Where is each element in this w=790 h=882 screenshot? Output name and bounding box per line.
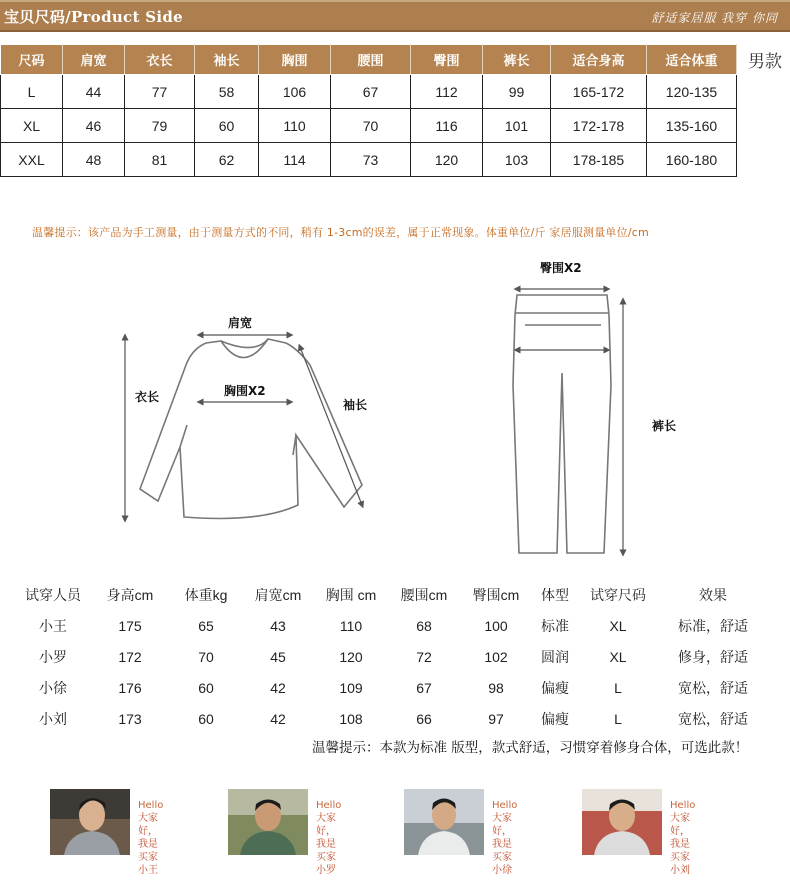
- buyer-greeting: [670, 799, 695, 877]
- table-cell: 宽松，舒适: [678, 679, 748, 696]
- table-cell: 60: [198, 679, 214, 696]
- column-header: 肩宽: [63, 45, 125, 75]
- column-header: 适合体重: [647, 45, 737, 75]
- table-cell: 42: [270, 679, 286, 696]
- table-cell: 偏瘦: [541, 710, 569, 727]
- table-cell: 173: [118, 710, 142, 727]
- table-cell: 116: [411, 109, 483, 143]
- table-row: [1, 109, 737, 143]
- buyer-photo: [50, 789, 130, 855]
- table-cell: 176: [118, 679, 142, 696]
- table-cell: 66: [416, 710, 432, 727]
- gender-label: 男款: [748, 52, 782, 72]
- hip-label: 臀围X2: [540, 261, 582, 275]
- greeting-line: 大家好，我是: [316, 813, 336, 850]
- table-row: [16, 703, 768, 734]
- column-header: 袖长: [195, 45, 259, 75]
- table-cell: 偏瘦: [541, 679, 569, 696]
- table-cell: 103: [483, 143, 551, 177]
- table-cell: 67: [331, 75, 411, 109]
- table-cell: 42: [270, 710, 286, 727]
- table-cell: 标准，舒适: [678, 617, 748, 634]
- table-cell: 112: [411, 75, 483, 109]
- shoulder-label: 肩宽: [228, 316, 253, 330]
- table-cell: 73: [331, 143, 411, 177]
- greeting-hello: Hello: [138, 800, 164, 811]
- table-cell: 77: [125, 75, 195, 109]
- table-cell: 165-172: [551, 75, 647, 109]
- column-header: 裤长: [483, 45, 551, 75]
- table-cell: 小刘: [39, 710, 67, 727]
- table-cell: 68: [416, 617, 432, 634]
- table-cell: 58: [195, 75, 259, 109]
- shirt-outline: [140, 339, 362, 519]
- table-row: [1, 75, 737, 109]
- table-row: [1, 143, 737, 177]
- table-cell: 81: [125, 143, 195, 177]
- table-cell: 172-178: [551, 109, 647, 143]
- table-cell: 110: [339, 617, 363, 634]
- table-cell: 48: [63, 143, 125, 177]
- table-cell: 120-135: [647, 75, 737, 109]
- buyer-greeting: [316, 799, 341, 877]
- shirt-diagram: [100, 305, 370, 535]
- table-cell: 99: [483, 75, 551, 109]
- size-table-header: [1, 45, 737, 75]
- buyer-photo: [404, 789, 484, 855]
- table-cell: 宽松，舒适: [678, 710, 748, 727]
- table-cell: 60: [198, 710, 214, 727]
- table-cell: 67: [416, 679, 432, 696]
- table-cell: L: [1, 75, 63, 109]
- table-cell: 标准: [541, 617, 569, 634]
- tryon-table: [16, 579, 768, 734]
- column-header: 体重kg: [184, 586, 228, 603]
- table-cell: 79: [125, 109, 195, 143]
- table-cell: 65: [198, 617, 214, 634]
- table-row: [16, 641, 768, 672]
- sleeve-arrow: [300, 347, 362, 505]
- tryon-table-header: [16, 579, 768, 610]
- table-cell: 160-180: [647, 143, 737, 177]
- greeting-line: 买家小罗: [316, 852, 336, 876]
- table-cell: 135-160: [647, 109, 737, 143]
- table-cell: 44: [63, 75, 125, 109]
- column-header: 适合身高: [551, 45, 647, 75]
- column-header: 臀围: [411, 45, 483, 75]
- column-header: 身高cm: [106, 586, 154, 603]
- pants-outline: [513, 295, 611, 553]
- brand-slogan: 舒适家居服 我穿 你同: [651, 11, 778, 25]
- greeting-line: 买家小王: [138, 852, 158, 876]
- table-cell: 110: [259, 109, 331, 143]
- table-cell: 109: [339, 679, 363, 696]
- column-header: 试穿尺码: [590, 586, 646, 603]
- column-header: 体型: [541, 586, 569, 603]
- page-title: 宝贝尺码/Product Side: [4, 8, 184, 26]
- table-cell: L: [614, 679, 622, 696]
- column-header: 效果: [699, 586, 727, 603]
- table-cell: 120: [339, 648, 363, 665]
- table-cell: XXL: [1, 143, 63, 177]
- greeting-hello: Hello: [670, 800, 696, 811]
- size-table: [0, 44, 737, 177]
- column-header: 尺码: [1, 45, 63, 75]
- column-header: 肩宽cm: [254, 586, 302, 603]
- table-cell: 97: [488, 710, 504, 727]
- table-cell: 178-185: [551, 143, 647, 177]
- column-header: 衣长: [125, 45, 195, 75]
- table-cell: 圆润: [541, 648, 569, 665]
- header-bar: [0, 0, 790, 32]
- table-cell: 43: [270, 617, 286, 634]
- table-row: [16, 610, 768, 641]
- measurement-tip: 温馨提示：该产品为手工测量，由于测量方式的不同，稍有 1-3cm的误差，属于正常现象。体重单位/斤 家居服测量单位/cm: [32, 226, 649, 239]
- table-cell: 46: [63, 109, 125, 143]
- table-cell: 60: [195, 109, 259, 143]
- table-cell: 114: [259, 143, 331, 177]
- table-cell: XL: [1, 109, 63, 143]
- buyer-greeting: [138, 799, 163, 877]
- table-cell: 小罗: [39, 648, 67, 665]
- table-cell: 175: [118, 617, 142, 634]
- table-cell: 106: [259, 75, 331, 109]
- greeting-line: 大家好，我是: [670, 813, 690, 850]
- column-header: 臀围cm: [472, 586, 520, 603]
- table-cell: 98: [488, 679, 504, 696]
- table-cell: 62: [195, 143, 259, 177]
- table-cell: 100: [484, 617, 508, 634]
- greeting-line: 买家小徐: [492, 852, 512, 876]
- sleeve-label: 袖长: [343, 398, 368, 412]
- table-row: [16, 672, 768, 703]
- fit-tip: 温馨提示：本款为标准 版型，款式舒适，习惯穿着修身合体，可选此款！: [312, 740, 749, 756]
- column-header: 腰围cm: [400, 586, 448, 603]
- greeting-hello: Hello: [316, 800, 342, 811]
- length-label: 衣长: [135, 390, 160, 404]
- greeting-hello: Hello: [492, 800, 518, 811]
- table-cell: XL: [609, 648, 627, 665]
- column-header: 试穿人员: [25, 586, 81, 603]
- buyer-greeting: [492, 799, 517, 877]
- table-cell: L: [614, 710, 622, 727]
- chest-label: 胸围X2: [224, 384, 266, 398]
- greeting-line: 大家好，我是: [138, 813, 158, 850]
- table-cell: 72: [416, 648, 432, 665]
- table-cell: 102: [484, 648, 508, 665]
- pants-length-label: 裤长: [652, 419, 677, 433]
- greeting-line: 买家小刘: [670, 852, 690, 876]
- table-cell: 101: [483, 109, 551, 143]
- column-header: 腰围: [331, 45, 411, 75]
- table-cell: 修身，舒适: [678, 648, 748, 665]
- table-cell: 70: [198, 648, 214, 665]
- table-cell: XL: [609, 617, 627, 634]
- table-cell: 172: [118, 648, 142, 665]
- pants-diagram: [505, 265, 645, 560]
- table-cell: 小徐: [39, 679, 67, 696]
- greeting-line: 大家好，我是: [492, 813, 512, 850]
- column-header: 胸围 cm: [325, 586, 377, 603]
- table-cell: 120: [411, 143, 483, 177]
- buyer-photo: [582, 789, 662, 855]
- column-header: 胸围: [259, 45, 331, 75]
- table-cell: 小王: [39, 617, 67, 634]
- table-cell: 70: [331, 109, 411, 143]
- buyer-photo: [228, 789, 308, 855]
- table-cell: 45: [270, 648, 286, 665]
- table-cell: 108: [339, 710, 363, 727]
